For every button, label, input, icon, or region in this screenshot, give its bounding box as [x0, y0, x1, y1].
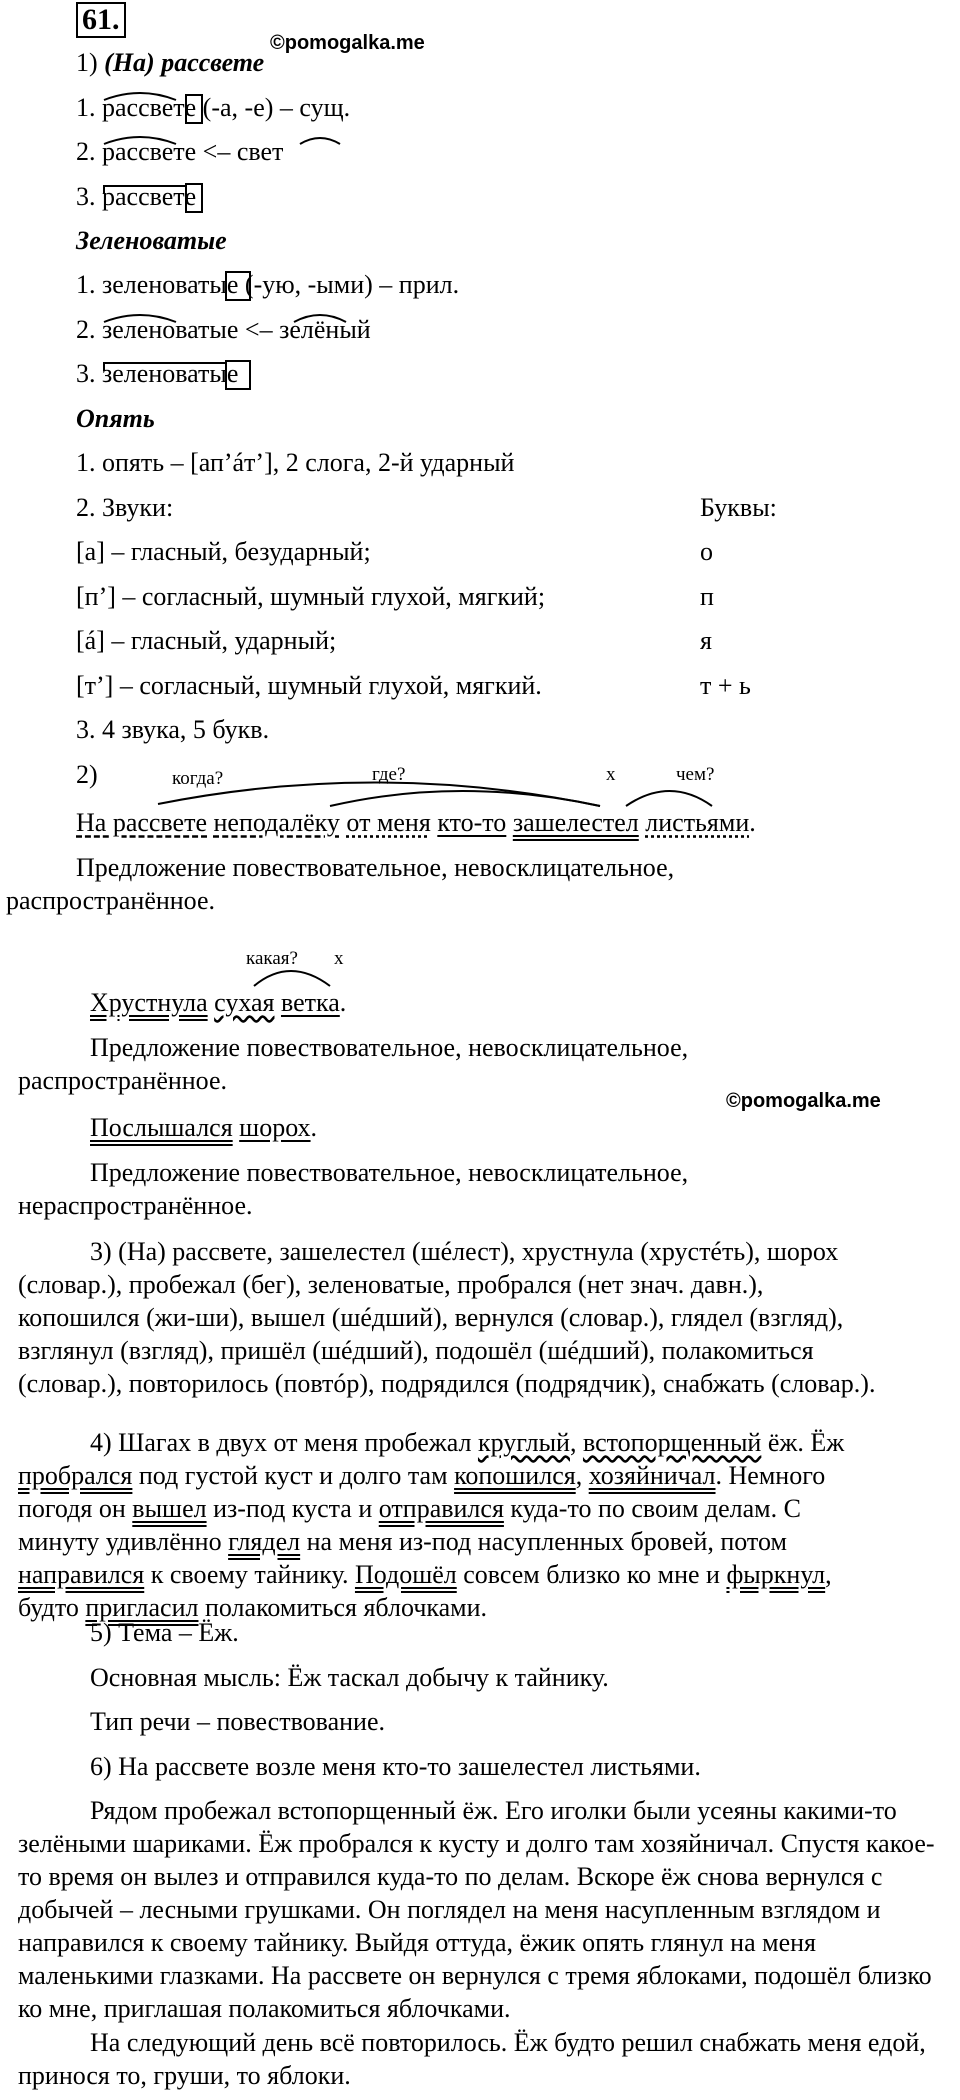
text: погодя он — [18, 1494, 133, 1523]
task3-line: (словар.), пробежал (бег), зеленоватые, пробрался (нет знач. давн.), — [18, 1270, 764, 1299]
sentence2-word: ветка — [280, 988, 340, 1017]
question-which: какая? — [246, 948, 298, 969]
task6-paragraph: На следующий день всё повторилось. Ёж будто решил снабжать меня едой, принося то, груши, то яблоки. — [18, 2028, 926, 2090]
letter-cell: о — [700, 537, 713, 566]
stem-bracket — [104, 363, 226, 371]
question-when: когда? — [172, 768, 224, 789]
sentence3-desc: Предложение повествовательное, невосклицательное, — [90, 1158, 689, 1187]
text: совсем близко ко мне и — [456, 1560, 727, 1589]
word1-title: (На) рассвете — [104, 48, 265, 77]
root-arc — [104, 93, 176, 100]
sentence2-end: . — [339, 988, 347, 1017]
sounds-header: 2. Звуки: — [76, 493, 174, 522]
task3-line: копошился (жи-ши), вышел (шéдший), вернулся (словар.), глядел (взгляд), — [18, 1303, 844, 1332]
task5-idea: Основная мысль: Ёж таскал добычу к тайнику. — [90, 1663, 609, 1692]
exercise-number: 61. — [76, 2, 126, 38]
sentence3-word: Послышался — [90, 1113, 233, 1142]
root-arc — [104, 315, 176, 322]
sentence1-word: листьями — [645, 808, 750, 837]
text: на меня из-под насупленных бровей, потом — [300, 1527, 787, 1556]
sentence1-word: На рассвете — [76, 808, 208, 837]
subject-mark: х — [334, 948, 344, 969]
word1-line1: 1. рассвете (-а, -е) – сущ. — [76, 93, 351, 122]
question-arc — [330, 791, 600, 806]
task3-line: (словар.), повторилось (повтóр), подрядился (подрядчик), снабжать (словар.). — [18, 1369, 876, 1398]
question-arc — [626, 791, 712, 806]
subject-mark: х — [606, 764, 616, 785]
letter-cell: т + ь — [700, 671, 751, 700]
word1-line3: 3. рассвете — [76, 182, 197, 211]
task5-type: Тип речи – повествование. — [90, 1707, 386, 1736]
verb-word: направился — [18, 1560, 145, 1589]
text: 4) Шагах в двух от меня пробежал — [90, 1428, 478, 1457]
sentence2-word: Хрустнула — [90, 988, 208, 1017]
text: куда-то по своим делам. С — [503, 1494, 801, 1523]
text: к своему тайнику. — [144, 1560, 355, 1589]
text: , — [825, 1560, 832, 1589]
sentence2-desc: распространённое. — [18, 1066, 228, 1095]
word2-line2: 2. зеленоватые <– зелёный — [76, 315, 371, 344]
letters-header: Буквы: — [700, 493, 777, 522]
sound-row: [п’] – согласный, шумный глухой, мягкий; — [76, 582, 546, 611]
letter-cell: п — [700, 582, 714, 611]
verb-word: вышел — [132, 1494, 207, 1523]
verb-word: фыркнул — [726, 1560, 826, 1589]
attr-word: встопорщенный — [582, 1428, 762, 1457]
verb-word: пробрался — [18, 1461, 133, 1490]
sentence1-word: от меня — [346, 808, 431, 837]
letter-cell: я — [700, 626, 712, 655]
text: будто — [18, 1593, 86, 1622]
task6-intro: 6) На рассвете возле меня кто-то зашелестел листьями. — [90, 1752, 701, 1781]
verb-word: глядел — [228, 1527, 301, 1556]
sentence1-end: . — [749, 808, 756, 837]
task2-label: 2) — [76, 760, 98, 789]
verb-word: пригласил — [85, 1593, 199, 1622]
sound-row: [т’] – согласный, шумный глухой, мягкий. — [76, 671, 542, 700]
watermark-top: ©pomogalka.me — [270, 32, 425, 54]
ending-box — [226, 361, 250, 389]
sound-row: [а] – гласный, безударный; — [76, 537, 371, 566]
sentence1-word: неподалёку — [213, 808, 340, 837]
text: полакомиться яблочками. — [198, 1593, 488, 1622]
sentence2-desc: Предложение повествовательное, невосклицательное, — [90, 1033, 689, 1062]
task6-paragraph: Рядом пробежал встопорщенный ёж. Его иголки были усеяны какими-то зелёными шариками. Ёж пробрался к кусту и долго там хозяйничал. Спустя какое-то время он вылез и отправился куда-то по делам. Вскоре ёж снова вернулся с добычей – лесными грушками. Он поглядел на меня насупленным взглядом и направился к своему тайнику. Выйдя оттуда, ёжик опять глянул на меня маленькими глазками. На рассвете он вернулся с тремя яблоками, подошёл близко ко мне, приглашая полакомиться яблочками. — [18, 1796, 935, 2023]
text: , — [575, 1461, 589, 1490]
word1-line2: 2. рассвете <– свет — [76, 137, 284, 166]
text: под густой куст и долго там — [132, 1461, 455, 1490]
ending-box — [226, 272, 250, 300]
root-arc — [294, 315, 346, 322]
sentence1-desc: распространённое. — [6, 886, 216, 915]
task3-line: 3) (На) рассвете, зашелестел (шéлест), хрустнула (хрустéть), шорох — [90, 1237, 839, 1266]
word3-line1: 1. опять – [ап’áт’], 2 слога, 2-й ударный — [76, 448, 515, 477]
word2-line3: 3. зеленоватые — [76, 359, 239, 388]
verb-word: копошился — [454, 1461, 576, 1490]
task3-line: взглянул (взгляд), пришёл (шéдший), подошёл (шéдший), полакомиться — [18, 1336, 814, 1365]
text: минуту удивлённо — [18, 1527, 229, 1556]
sentence3-desc: нераспространённое. — [18, 1191, 253, 1220]
text: ёж. Ёж — [761, 1428, 845, 1457]
question-with-what: чем? — [676, 764, 715, 785]
word3-title: Опять — [76, 404, 155, 433]
ending-box — [186, 184, 202, 212]
word2-line1: 1. зеленоватые (-ую, -ыми) – прил. — [76, 270, 460, 299]
verb-word: отправился — [378, 1494, 504, 1523]
sentence1-word: зашелестел — [512, 808, 639, 837]
task1-label: 1) — [76, 48, 98, 77]
root-arc — [104, 137, 176, 144]
ending-box — [186, 95, 202, 123]
question-arc — [254, 971, 330, 986]
task5-theme: 5) Тема – Ёж. — [90, 1618, 239, 1647]
sentence3-word: шорох — [239, 1113, 311, 1142]
attr-word: круглый — [477, 1428, 570, 1457]
verb-word: хозяйничал — [588, 1461, 716, 1490]
root-arc — [300, 138, 340, 144]
sound-row: [á] – гласный, ударный; — [76, 626, 337, 655]
text: из-под куста и — [206, 1494, 379, 1523]
stem-bracket — [104, 186, 186, 194]
sound-summary: 3. 4 звука, 5 букв. — [76, 715, 270, 744]
question-where: где? — [372, 764, 406, 785]
sentence1-word: кто-то — [437, 808, 507, 837]
word2-title: Зеленоватые — [76, 226, 227, 255]
text: , — [569, 1428, 583, 1457]
verb-word: Подошёл — [354, 1560, 457, 1589]
sentence1-desc: Предложение повествовательное, невосклицательное, — [76, 853, 675, 882]
text: . Немного — [715, 1461, 826, 1490]
sentence3-end: . — [310, 1113, 318, 1142]
watermark-mid: ©pomogalka.me — [726, 1090, 881, 1112]
sentence2-word: сухая — [214, 988, 275, 1017]
